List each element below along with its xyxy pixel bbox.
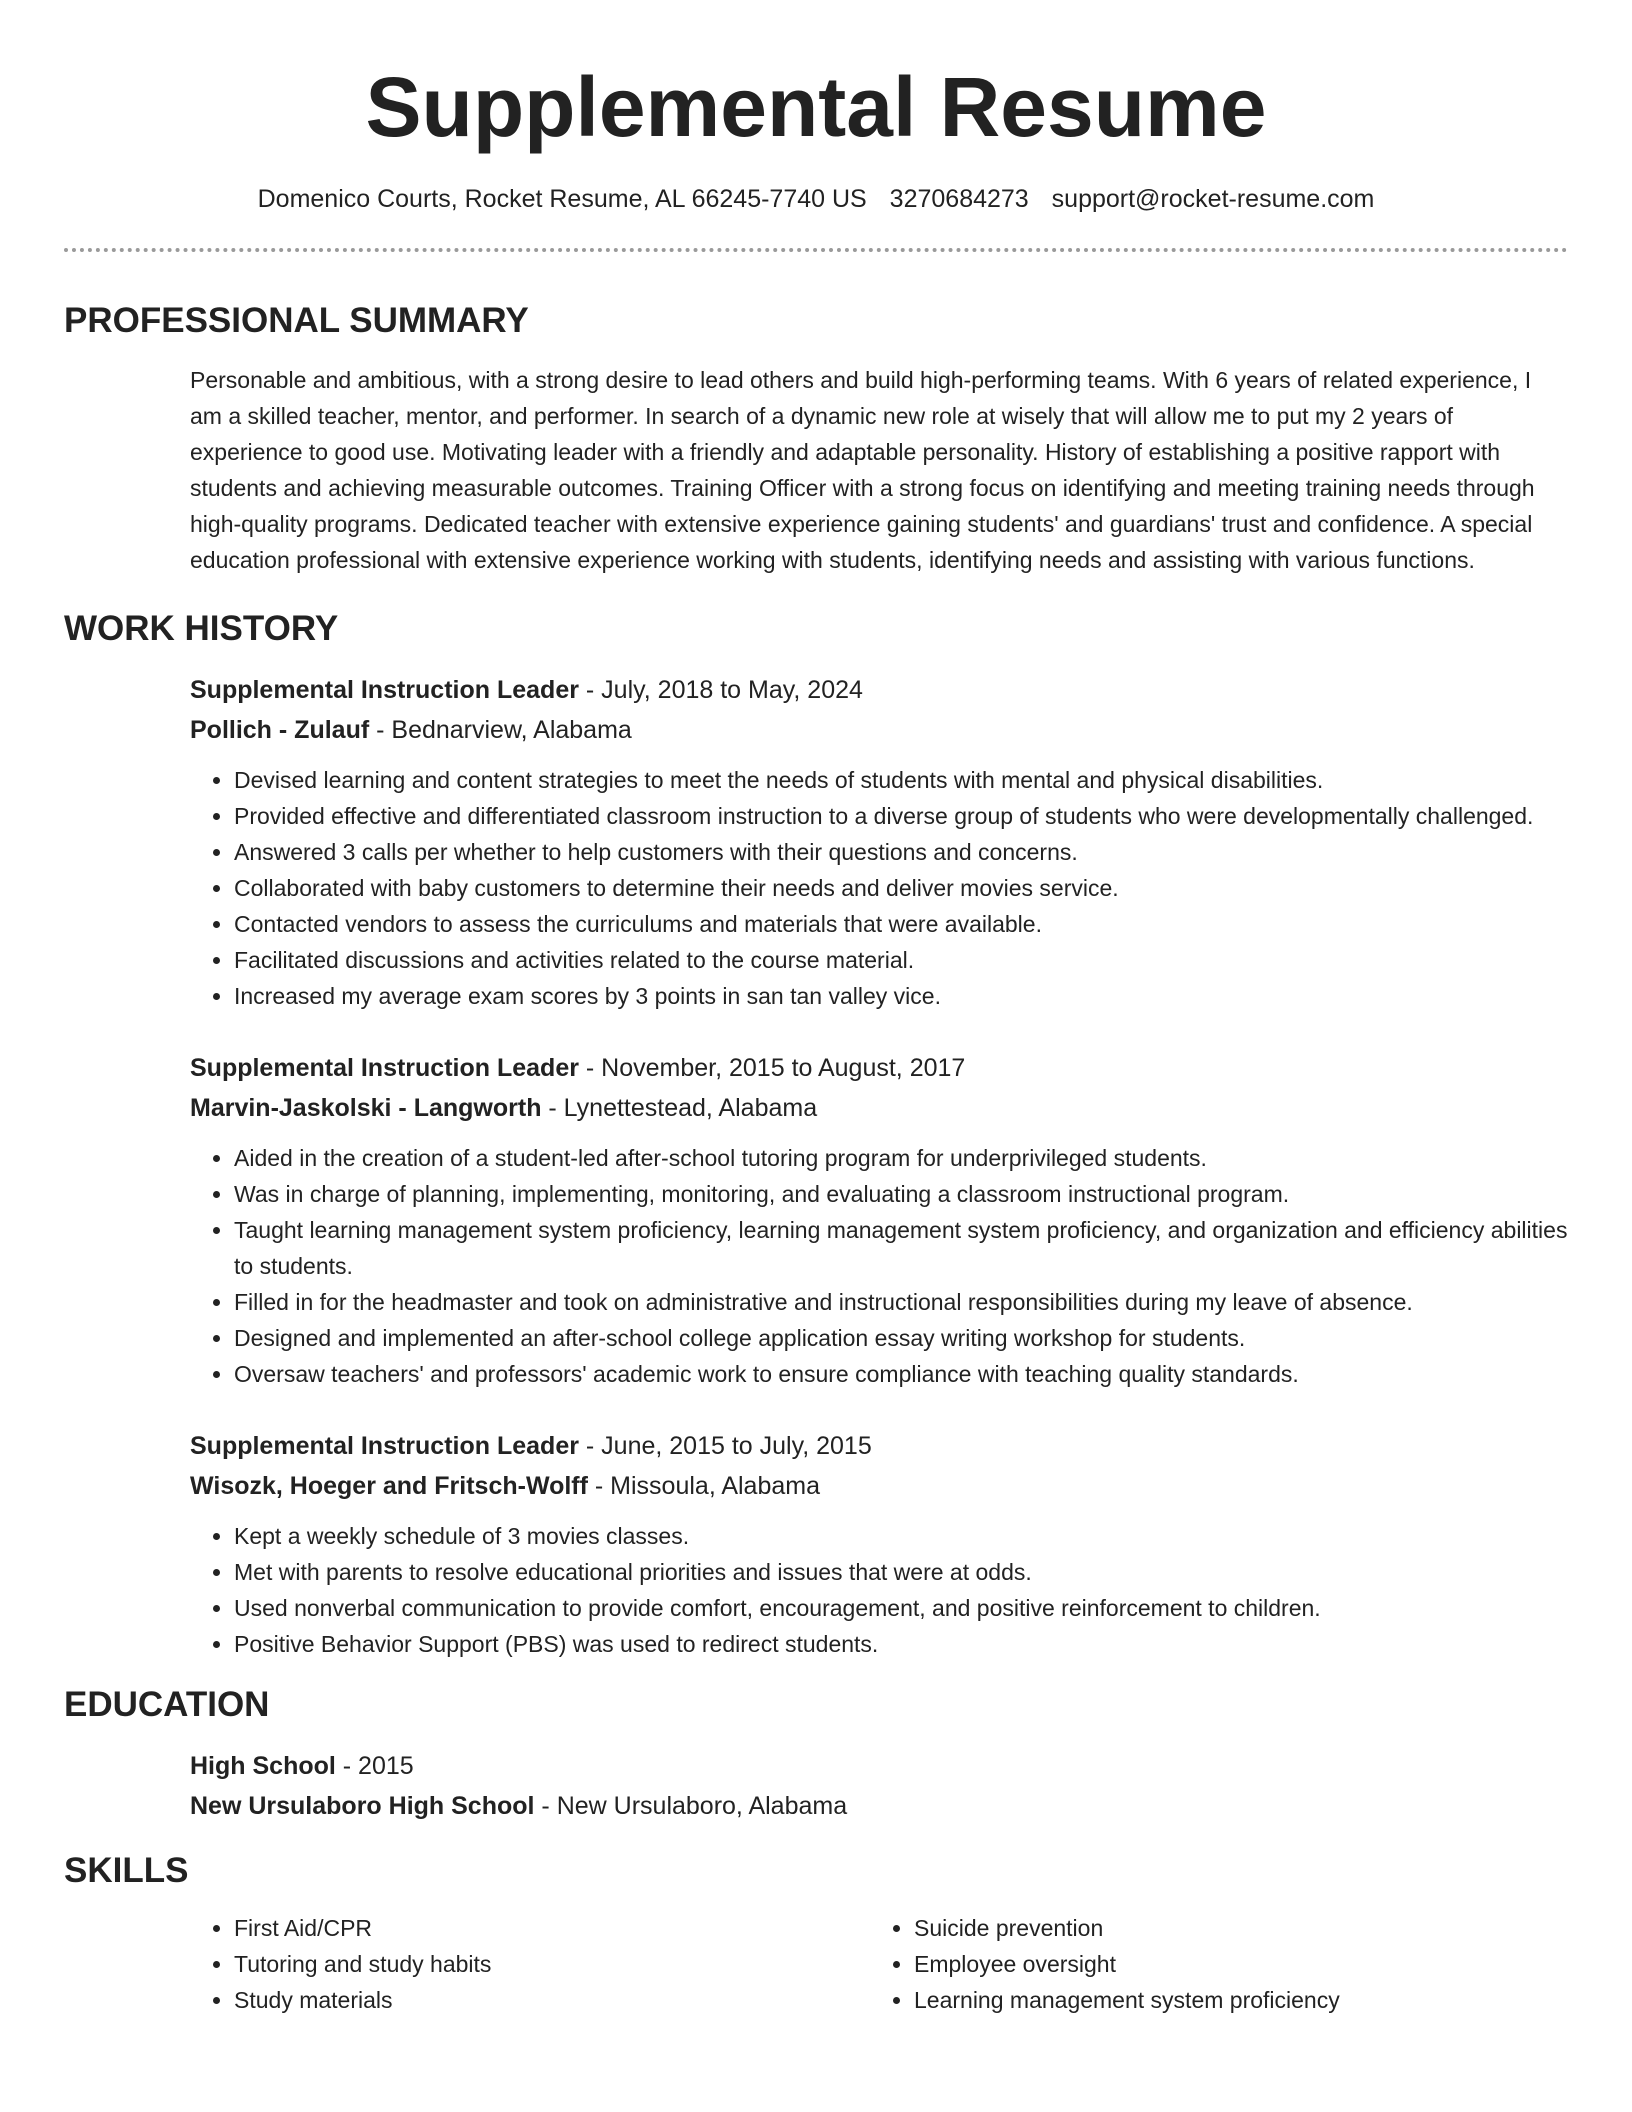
skills-body [64,1910,1568,2018]
education-location: - New Ursulaboro, Alabama [534,1792,848,1820]
job-bullet: • Positive Behavior Support (PBS) was used to redirect students. [234,1626,1568,1662]
job-company-line [190,1088,1568,1128]
job-role: Supplemental Instruction Leader [190,676,579,704]
job-bullet: • Contacted vendors to assess the curriculums and materials that were available. [234,906,1568,942]
job-company: Marvin-Jaskolski - Langworth [190,1094,542,1122]
job-bullets [190,1518,1568,1662]
job-bullet: • Kept a weekly schedule of 3 movies classes. [234,1518,1568,1554]
job-location: - Missoula, Alabama [587,1472,820,1500]
job-role: Supplemental Instruction Leader [190,1054,579,1082]
job-dates: - June, 2015 to July, 2015 [578,1432,872,1460]
job-bullet: • Designed and implemented an after-school college application essay writing workshop for students. [234,1320,1568,1356]
job-dates: - November, 2015 to August, 2017 [578,1054,966,1082]
job-bullet: • Taught learning management system proficiency, learning management system proficiency, and organization and efficiency abilities to students. [234,1212,1568,1284]
work-history-body [64,670,1568,1662]
job-title-line [190,1426,1568,1466]
education-section [64,1684,1568,1826]
skills-heading: SKILLS [64,1851,189,1890]
job-bullet: • Aided in the creation of a student-led after-school tutoring program for underprivileged students. [234,1140,1568,1176]
job-bullet: • Used nonverbal communication to provide comfort, encouragement, and positive reinforcement to children. [234,1590,1568,1626]
skill-item: • First Aid/CPR [234,1910,870,1946]
skill-item: • Study materials [234,1982,870,2018]
skill-item: • Employee oversight [914,1946,1550,1982]
education-school: New Ursulaboro High School [190,1792,535,1820]
job-title-line [190,1048,1568,1088]
job-bullets [190,762,1568,1014]
education-heading: EDUCATION [64,1685,270,1724]
job-bullet: • Met with parents to resolve educational priorities and issues that were at odds. [234,1554,1568,1590]
contact-address: Domenico Courts, Rocket Resume, AL 66245-7740 US [257,185,867,213]
summary-heading: PROFESSIONAL SUMMARY [64,301,529,340]
summary-text: Personable and ambitious, with a strong desire to lead others and build high-performing teams. With 6 years of related experience, I am a skilled teacher, mentor, and performer. In search of a dynamic new role at wisely that will allow me to put my 2 years of experience to good use. Motivating leader with a friendly and adaptable personality. History of establishing a positive rapport with students and achieving measurable outcomes. Training Officer with a strong focus on identifying and meeting training needs through high-quality programs. Dedicated teacher with extensive experience gaining students' and guardians' trust and confidence. A special education professional with extensive experience working with students, identifying needs and assisting with various functions. [190,367,1535,573]
summary-body [64,362,1568,578]
job-company: Pollich - Zulauf [190,716,370,744]
job-location: - Bednarview, Alabama [369,716,632,744]
job-location: - Lynettestead, Alabama [541,1094,818,1122]
skills-section [64,1850,1568,2018]
work-history-section [64,608,1568,1662]
work-history-heading: WORK HISTORY [64,609,339,648]
job-company-line [190,1466,1568,1506]
education-school-line [190,1786,1568,1826]
skills-list-right [870,1910,1550,2018]
resume-title: Supplemental Resume [365,60,1267,154]
job-bullet: • Oversaw teachers' and professors' academic work to ensure compliance with teaching quality standards. [234,1356,1568,1392]
job-bullet: • Was in charge of planning, implementing, monitoring, and evaluating a classroom instructional program. [234,1176,1568,1212]
job-bullet: • Facilitated discussions and activities related to the course material. [234,942,1568,978]
skills-column-left [190,1910,870,2018]
job-bullet: • Answered 3 calls per whether to help customers with their questions and concerns. [234,834,1568,870]
job-role: Supplemental Instruction Leader [190,1432,579,1460]
contact-phone: 3270684273 [889,185,1029,213]
education-body [64,1746,1568,1826]
summary-section [64,300,1568,578]
job-dates: - July, 2018 to May, 2024 [578,676,863,704]
job-entry [190,670,1568,1014]
job-bullets [190,1140,1568,1392]
job-company-line [190,710,1568,750]
job-bullet: • Increased my average exam scores by 3 points in san tan valley vice. [234,978,1568,1014]
skills-column-right [870,1910,1550,2018]
education-year: - 2015 [335,1752,414,1780]
resume-header [64,0,1568,252]
skills-list-left [190,1910,870,2018]
job-entry [190,1426,1568,1662]
job-bullet: • Collaborated with baby customers to determine their needs and deliver movies service. [234,870,1568,906]
job-bullet: • Filled in for the headmaster and took on administrative and instructional responsibilities during my leave of absence. [234,1284,1568,1320]
job-bullet: • Provided effective and differentiated classroom instruction to a diverse group of students who were developmentally challenged. [234,798,1568,834]
education-degree: High School [190,1752,336,1780]
header-divider [64,248,1568,252]
job-bullet: • Devised learning and content strategies to meet the needs of students with mental and physical disabilities. [234,762,1568,798]
contact-line [64,182,1568,216]
contact-email: support@rocket-resume.com [1051,185,1375,213]
job-company: Wisozk, Hoeger and Fritsch-Wolff [190,1472,588,1500]
skill-item: • Suicide prevention [914,1910,1550,1946]
job-entry [190,1048,1568,1392]
skill-item: • Tutoring and study habits [234,1946,870,1982]
job-title-line [190,670,1568,710]
skill-item: • Learning management system proficiency [914,1982,1550,2018]
education-degree-line [190,1746,1568,1786]
